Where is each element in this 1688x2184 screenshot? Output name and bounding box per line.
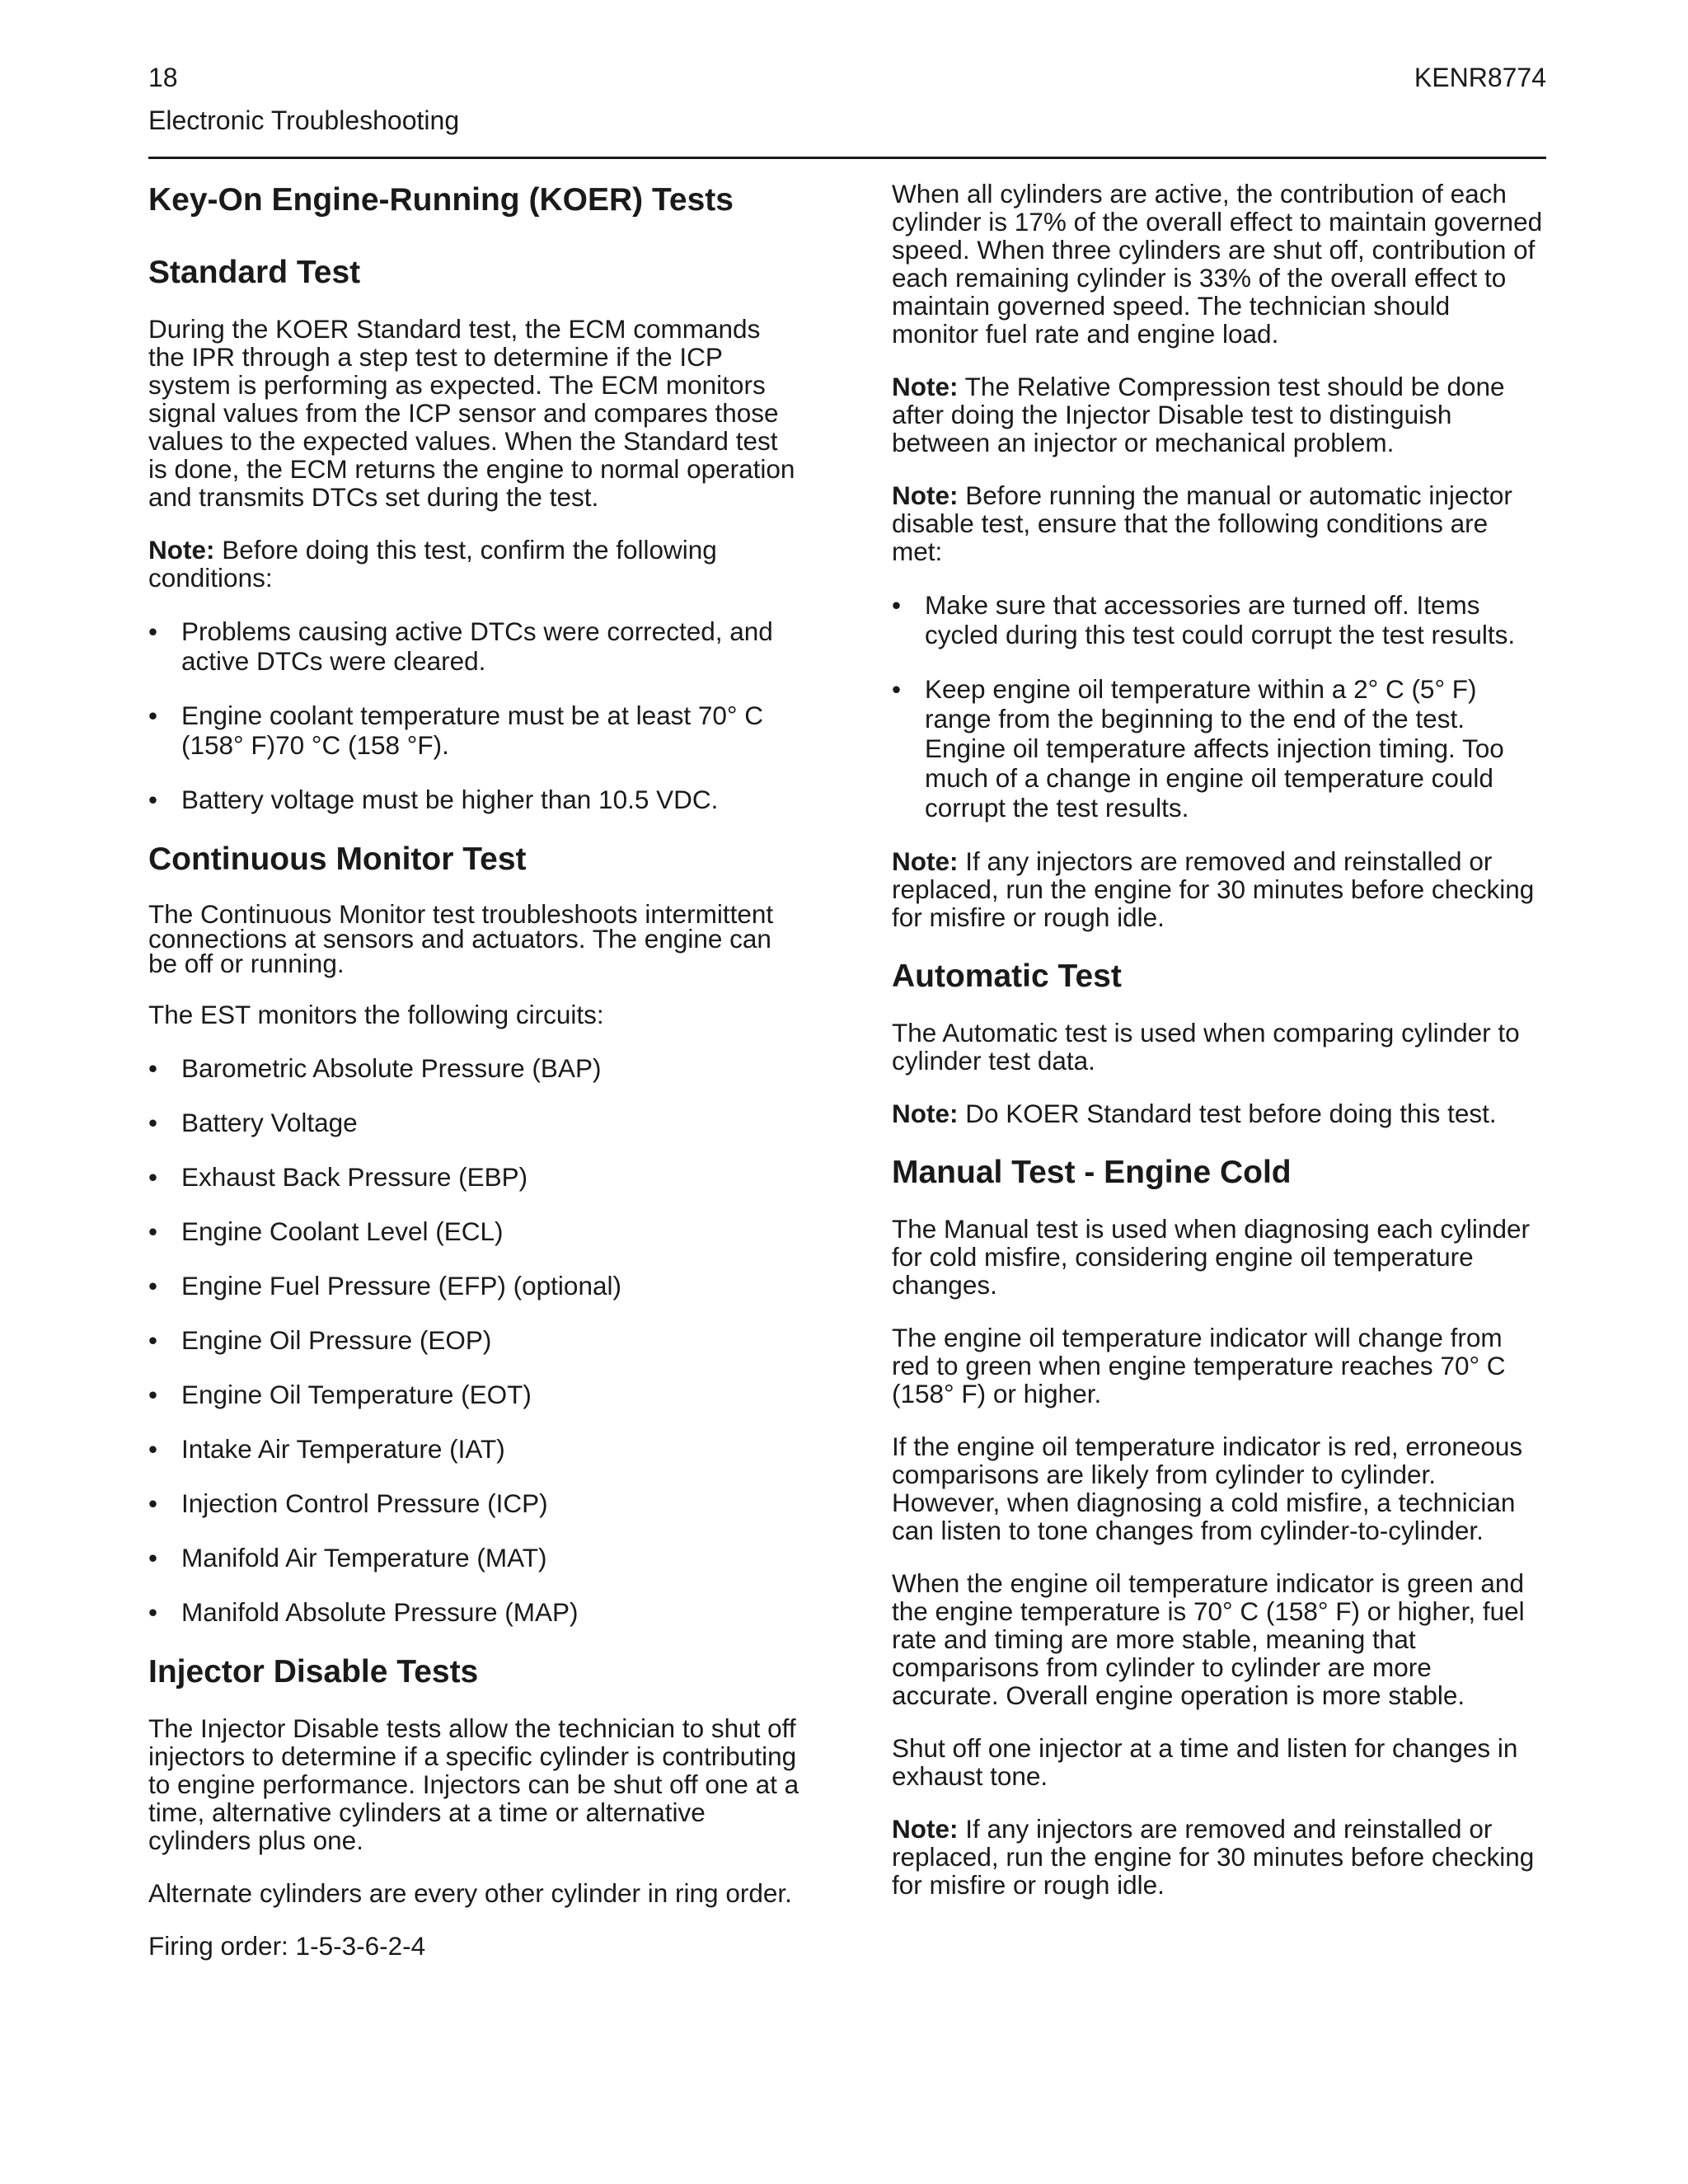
list-item: • Barometric Absolute Pressure (BAP) (148, 1053, 799, 1083)
automatic-test-note (892, 1099, 1543, 1127)
note-label: Note: (892, 480, 959, 510)
list-item: • Injection Control Pressure (ICP) (148, 1488, 799, 1518)
page-number: 18 (148, 63, 178, 92)
injector-disable-conditions-list (892, 590, 1543, 823)
injector-disable-conditions-note (892, 481, 1543, 565)
continuous-monitor-intro: The EST monitors the following circuits: (148, 1000, 604, 1029)
cylinder-contribution-paragraph: When all cylinders are active, the contribution of each cylinder is 17% of the overall effect to maintain governed speed. When three cylinders are shut off, contribution of each remaining cylinder is 33% of the overall effect to maintain governed speed. The technician should monitor fuel rate and engine load. (892, 179, 1543, 349)
note-label: Note: (892, 846, 959, 876)
list-item: • Battery Voltage (148, 1108, 799, 1137)
continuous-monitor-heading: Continuous Monitor Test (148, 841, 527, 877)
list-item: • Manifold Air Temperature (MAT) (148, 1543, 799, 1572)
manual-test-paragraph-3: If the engine oil temperature indicator is red, erroneous comparisons are likely from cylinder to cylinder. However, when diagnosing a cold misfire, a technician can listen to tone changes from cylinder-to-cylinder. (892, 1432, 1523, 1545)
list-item: • Make sure that accessories are turned off. Items cycled during this test could corrupt the test results. (892, 590, 1543, 649)
list-item: • Battery voltage must be higher than 10.5 VDC. (148, 785, 799, 814)
right-column (892, 180, 1543, 1924)
injector-removal-note (892, 847, 1543, 931)
note-text: If any injectors are removed and reinstalled or replaced, run the engine for 30 minutes before checking for misfire or rough idle. (892, 1814, 1535, 1900)
manual-test-note (892, 1815, 1543, 1899)
note-text: If any injectors are removed and reinstalled or replaced, run the engine for 30 minutes before checking for misfire or rough idle. (892, 846, 1535, 932)
monitored-circuits-list (148, 1053, 799, 1627)
list-item: • Exhaust Back Pressure (EBP) (148, 1162, 799, 1192)
note-label: Note: (148, 535, 215, 565)
list-item: • Manifold Absolute Pressure (MAP) (148, 1597, 799, 1627)
manual-test-paragraph-1: The Manual test is used when diagnosing each cylinder for cold misfire, considering engine oil temperature changes. (892, 1214, 1530, 1300)
manual-test-heading: Manual Test - Engine Cold (892, 1155, 1292, 1190)
standard-test-note (148, 536, 799, 592)
manual-test-paragraph-5: Shut off one injector at a time and listen for changes in exhaust tone. (892, 1733, 1518, 1791)
standard-test-paragraph: During the KOER Standard test, the ECM commands the IPR through a step test to determine if the ICP system is performing as expected. The ECM monitors signal values from the ICP sensor and compares those values to the expected values. When the Standard test is done, the ECM returns the engine to normal operation and transmits DTCs set during the test. (148, 314, 795, 512)
page-header-left (148, 56, 459, 142)
note-label: Note: (892, 1814, 959, 1844)
firing-order: Firing order: 1-5-3-6-2-4 (148, 1931, 426, 1961)
note-label: Note: (892, 1099, 959, 1128)
injector-disable-heading: Injector Disable Tests (148, 1654, 479, 1690)
alternate-cylinders-paragraph: Alternate cylinders are every other cylinder in ring order. (148, 1878, 792, 1908)
header-divider (148, 157, 1546, 159)
manual-test-paragraph-2: The engine oil temperature indicator will change from red to green when engine temperature reaches 70° C (158° F) or higher. (892, 1323, 1506, 1408)
section-title: Electronic Troubleshooting (148, 105, 460, 135)
note-text: The Relative Compression test should be done after doing the Injector Disable test to distinguish between an injector or mechanical problem. (892, 372, 1505, 457)
continuous-monitor-paragraph: The Continuous Monitor test troubleshoots intermittent connections at sensors and actuators. The engine can be off or running. (148, 899, 774, 978)
note-text: Do KOER Standard test before doing this test. (958, 1099, 1497, 1128)
left-column (148, 180, 799, 1985)
injector-disable-paragraph: The Injector Disable tests allow the technician to shut off injectors to determine if a specific cylinder is contributing to engine performance. Injectors can be shut off one at a time, alternative cylinders at a time or alternative cylinders plus one. (148, 1713, 799, 1855)
manual-test-paragraph-4: When the engine oil temperature indicator is green and the engine temperature is 70° C (158° F) or higher, fuel rate and timing are more stable, meaning that comparisons from cylinder to cylinder are more accurate. Overall engine operation is more stable. (892, 1568, 1525, 1710)
koer-heading: Key-On Engine-Running (KOER) Tests (148, 182, 734, 218)
list-item: • Engine Oil Temperature (EOT) (148, 1380, 799, 1409)
automatic-test-heading: Automatic Test (892, 958, 1122, 994)
note-label: Note: (892, 372, 959, 401)
list-item: • Engine Oil Pressure (EOP) (148, 1325, 799, 1355)
list-item: • Problems causing active DTCs were corrected, and active DTCs were cleared. (148, 616, 799, 676)
relative-compression-note (892, 373, 1543, 457)
list-item: • Engine Fuel Pressure (EFP) (optional) (148, 1271, 799, 1301)
list-item: • Engine coolant temperature must be at least 70° C (158° F)70 °C (158 °F). (148, 701, 799, 760)
list-item: • Intake Air Temperature (IAT) (148, 1434, 799, 1464)
standard-test-conditions-list (148, 616, 799, 814)
note-text: Before doing this test, confirm the following conditions: (148, 535, 717, 593)
standard-test-heading: Standard Test (148, 255, 361, 290)
list-item: • Engine Coolant Level (ECL) (148, 1216, 799, 1246)
note-text: Before running the manual or automatic injector disable test, ensure that the following conditions are met: (892, 480, 1512, 566)
automatic-test-paragraph: The Automatic test is used when comparing cylinder to cylinder test data. (892, 1018, 1520, 1076)
document-id: KENR8774 (1414, 63, 1546, 92)
list-item: • Keep engine oil temperature within a 2° C (5° F) range from the beginning to the end of the test. Engine oil temperature affects injection timing. Too much of a change in engine oil temperature could corrupt the test results. (892, 674, 1543, 823)
